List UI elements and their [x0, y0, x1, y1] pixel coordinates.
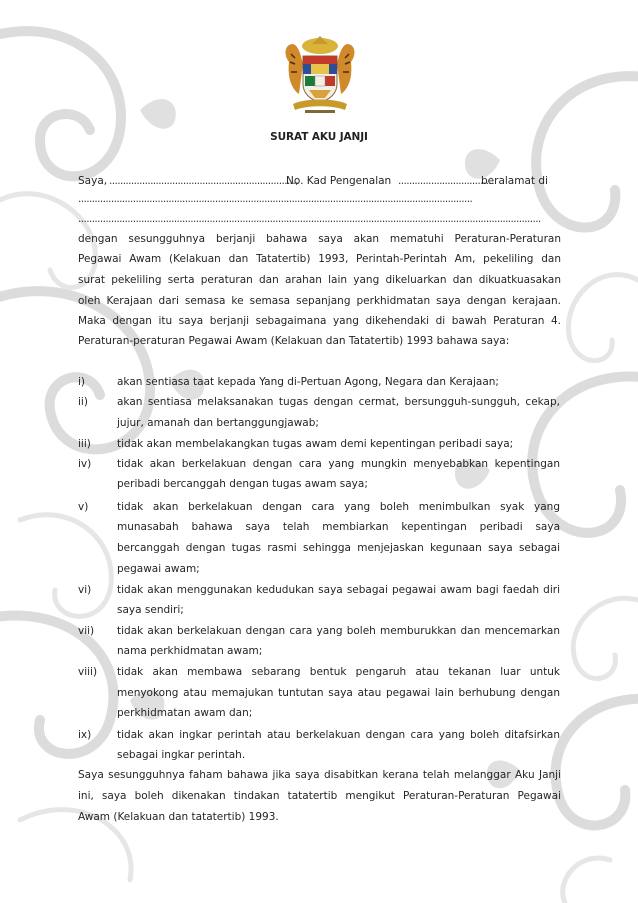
address-blank-line-2: ......................................................................................................................................................................... [78, 213, 541, 225]
list-item-text: akan sentiasa taat kepada Yang di-Pertuan Agong, Negara dan Kerajaan; [117, 376, 499, 388]
list-item-text: tidak akan membelakangkan tugas awam demi kepentingan peribadi saya; [117, 438, 514, 450]
closing-line-1: Saya sesungguhnya faham bahawa jika saya disabitkan kerana telah melanggar Aku Janji [78, 769, 561, 781]
address-blank-line-1: ................................................................................................................................................ [78, 193, 473, 205]
address-label: beralamat di [481, 175, 548, 187]
document-title: SURAT AKU JANJI [270, 131, 368, 143]
body-line-2: Pegawai Awam (Kelakuan dan Tatatertib) 1993, Perintah-Perintah Am, pekeliling dan [78, 253, 561, 265]
body-line-1: dengan sesungguhnya berjanji bahawa saya akan mematuhi Peraturan-Peraturan [78, 233, 561, 245]
name-blank-line: ...................................................................., [109, 175, 298, 187]
item-number: iii) [78, 438, 91, 450]
list-item-text: tidak akan berkelakuan dengan cara yang boleh memburukkan dan mencemarkan [117, 625, 560, 637]
body-line-3: surat pekeliling serta peraturan dan arahan lain yang dikeluarkan dan dikuatkuasakan [78, 274, 561, 286]
malaysia-coat-of-arms-logo [275, 32, 365, 116]
item-number: ix) [78, 729, 92, 741]
item-number: viii) [78, 666, 98, 678]
list-item-text: pegawai awam; [117, 563, 200, 575]
list-item-text: menyokong atau memajukan tuntutan saya atau pegawai lain berhubung dengan [117, 687, 560, 699]
item-number: vi) [78, 584, 92, 596]
list-item-text: tidak akan berkelakuan dengan cara yang boleh menimbulkan syak yang [117, 501, 560, 513]
item-number: i) [78, 376, 86, 388]
list-item-text: munasabah bahawa saya telah membiarkan kepentingan peribadi saya [117, 521, 560, 533]
list-item-text: tidak akan membawa sebarang bentuk pengaruh atau tekanan luar untuk [117, 666, 560, 678]
ic-number-blank-line: ................................... [398, 175, 494, 187]
body-line-4: oleh Kerajaan dari semasa ke semasa sepanjang perkhidmatan saya dengan kerajaan. [78, 295, 561, 307]
list-item-text: nama perkhidmatan awam; [117, 645, 263, 657]
item-number: ii) [78, 396, 88, 408]
ic-number-label: No. Kad Pengenalan [286, 175, 392, 187]
list-item-text: peribadi bercanggah dengan tugas awam saya; [117, 478, 368, 490]
item-number: iv) [78, 458, 92, 470]
list-item-text: jujur, amanah dan bertanggungjawab; [117, 417, 319, 429]
list-item-text: tidak akan menggunakan kedudukan saya sebagai pegawai awam bagi faedah diri [117, 584, 560, 596]
closing-line-3: Awam (Kelakuan dan tatatertib) 1993. [78, 811, 279, 823]
item-number: v) [78, 501, 89, 513]
list-item-text: sebagai ingkar perintah. [117, 749, 246, 761]
saya-label: Saya, [78, 175, 108, 187]
list-item-text: perkhidmatan awam dan; [117, 707, 253, 719]
list-item-text: tidak akan berkelakuan dengan cara yang mungkin menyebabkan kepentingan [117, 458, 560, 470]
item-number: vii) [78, 625, 95, 637]
list-item-text: bercanggah dengan tugas rasmi sehingga menjejaskan kegunaan saya sebagai [117, 542, 560, 554]
list-item-text: saya sendiri; [117, 604, 184, 616]
body-line-6: Peraturan-peraturan Pegawai Awam (Kelakuan dan Tatatertib) 1993 bahawa saya: [78, 335, 510, 347]
list-item-text: tidak akan ingkar perintah atau berkelakuan dengan cara yang boleh ditafsirkan [117, 729, 560, 741]
body-line-5: Maka dengan itu saya berjanji sebagaimana yang dikehendaki di bawah Peraturan 4. [78, 315, 561, 327]
list-item-text: akan sentiasa melaksanakan tugas dengan cermat, bersungguh-sungguh, cekap, [117, 396, 560, 408]
closing-line-2: ini, saya boleh dikenakan tindakan tatatertib mengikut Peraturan-Peraturan Pegawai [78, 790, 561, 802]
